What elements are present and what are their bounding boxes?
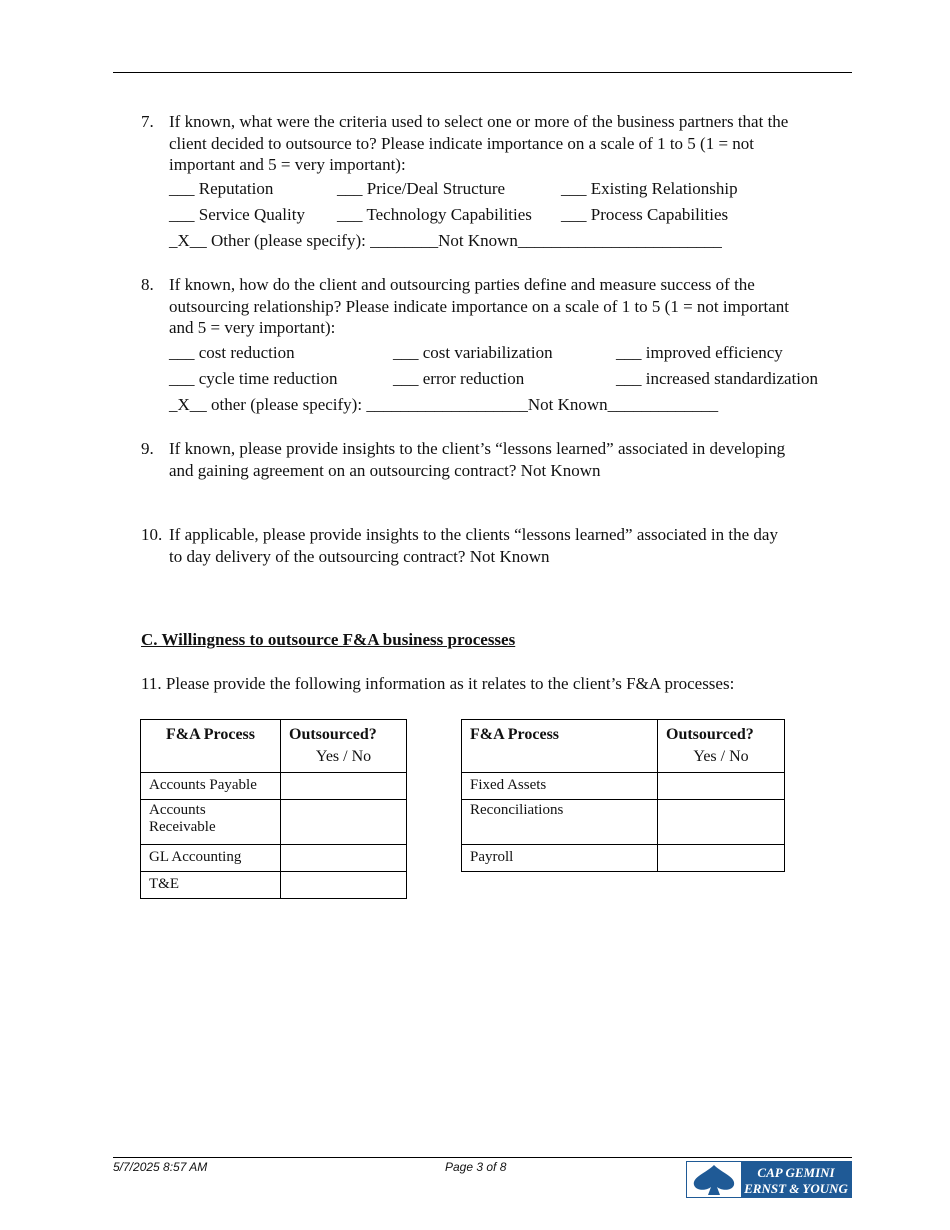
process-cell: Fixed Assets — [462, 773, 658, 800]
option-price-deal-structure[interactable]: ___ Price/Deal Structure — [337, 179, 506, 198]
outsourced-cell[interactable] — [281, 872, 407, 899]
process-cell: Accounts Receivable — [141, 800, 281, 845]
table-row — [462, 800, 785, 845]
option-increased-standardization[interactable]: ___ increased standardization — [616, 369, 819, 388]
question-line: and 5 = very important): — [169, 318, 336, 337]
logo-text-line2: ERNST & YOUNG — [744, 1181, 848, 1196]
column-header-process: F&A Process — [462, 720, 658, 773]
table-row — [141, 845, 407, 872]
table-row — [141, 800, 407, 845]
cap-gemini-ernst-young-logo — [686, 1161, 852, 1198]
yes-no-label: Yes / No — [693, 748, 749, 765]
yes-no-label: Yes / No — [315, 748, 372, 765]
process-cell: Payroll — [462, 845, 658, 872]
option-improved-efficiency[interactable]: ___ improved efficiency — [616, 343, 783, 362]
question-number: 8. — [141, 275, 154, 294]
option-technology-capabilities[interactable]: ___ Technology Capabilities — [337, 205, 532, 224]
process-cell: T&E — [141, 872, 281, 899]
outsourced-cell[interactable] — [658, 800, 785, 845]
process-cell: Reconciliations — [462, 800, 658, 845]
process-cell: Accounts Payable — [141, 773, 281, 800]
question-line: If known, please provide insights to the client’s “lessons learned” associated in developing — [169, 439, 786, 458]
question-number: 9. — [141, 439, 154, 458]
table-row — [141, 872, 407, 899]
outsourced-cell[interactable] — [281, 800, 407, 845]
option-service-quality[interactable]: ___ Service Quality — [169, 205, 305, 224]
column-header-outsourced: Outsourced? Yes / No — [281, 720, 407, 773]
question-number: 10. — [141, 525, 163, 544]
question-9 — [141, 438, 861, 483]
question-line: If known, what were the criteria used to select one or more of the business partners that the — [169, 112, 789, 131]
section-title: C. Willingness to outsource F&A business processes — [141, 630, 516, 649]
footer-rule — [113, 1157, 852, 1158]
question-line: outsourcing relationship? Please indicate importance on a scale of 1 to 5 (1 = not important — [169, 296, 790, 316]
outsourced-cell[interactable] — [658, 773, 785, 800]
question-number: 7. — [141, 112, 154, 131]
column-header-process: F&A Process — [141, 720, 281, 773]
outsourced-cell[interactable] — [658, 845, 785, 872]
column-header-outsourced: Outsourced? Yes / No — [658, 720, 785, 773]
question-7 — [141, 111, 861, 181]
question-line: client decided to outsource to? Please indicate importance on a scale of 1 to 5 (1 = not — [169, 133, 755, 153]
question-11: 11. Please provide the following information as it relates to the client’s F&A processes: — [141, 674, 735, 693]
question-8 — [141, 274, 861, 344]
footer-date: 5/7/2025 8:57 AM — [113, 1160, 208, 1174]
question-10 — [141, 524, 861, 569]
question-line: and gaining agreement on an outsourcing contract? Not Known — [169, 460, 601, 480]
option-cost-reduction[interactable]: ___ cost reduction — [169, 343, 295, 362]
option-cost-variabilization[interactable]: ___ cost variabilization — [393, 343, 553, 362]
table-row — [462, 773, 785, 800]
table-row — [462, 845, 785, 872]
option-existing-relationship[interactable]: ___ Existing Relationship — [561, 179, 738, 198]
question-line: If known, how do the client and outsourcing parties define and measure success of the — [169, 275, 755, 294]
fa-process-table-left — [140, 719, 407, 899]
outsourced-cell[interactable] — [281, 773, 407, 800]
option-other[interactable]: _X__ Other (please specify): ________Not Known________________________ — [169, 231, 722, 250]
process-cell: GL Accounting — [141, 845, 281, 872]
outsourced-cell[interactable] — [281, 845, 407, 872]
header-rule — [113, 72, 852, 73]
option-process-capabilities[interactable]: ___ Process Capabilities — [561, 205, 729, 224]
question-line: to day delivery of the outsourcing contract? Not Known — [169, 546, 550, 566]
logo-text-line1: CAP GEMINI — [757, 1165, 835, 1180]
question-line: If applicable, please provide insights to the clients “lessons learned” associated in the day — [169, 525, 778, 544]
option-error-reduction[interactable]: ___ error reduction — [393, 369, 525, 388]
option-reputation[interactable]: ___ Reputation — [169, 179, 274, 198]
option-other[interactable]: _X__ other (please specify): ___________________Not Known_____________ — [169, 395, 719, 414]
question-line: important and 5 = very important): — [169, 155, 406, 174]
footer-page-number: Page 3 of 8 — [445, 1160, 507, 1174]
option-cycle-time-reduction[interactable]: ___ cycle time reduction — [169, 369, 338, 388]
fa-process-table-right — [461, 719, 785, 872]
table-row — [141, 773, 407, 800]
